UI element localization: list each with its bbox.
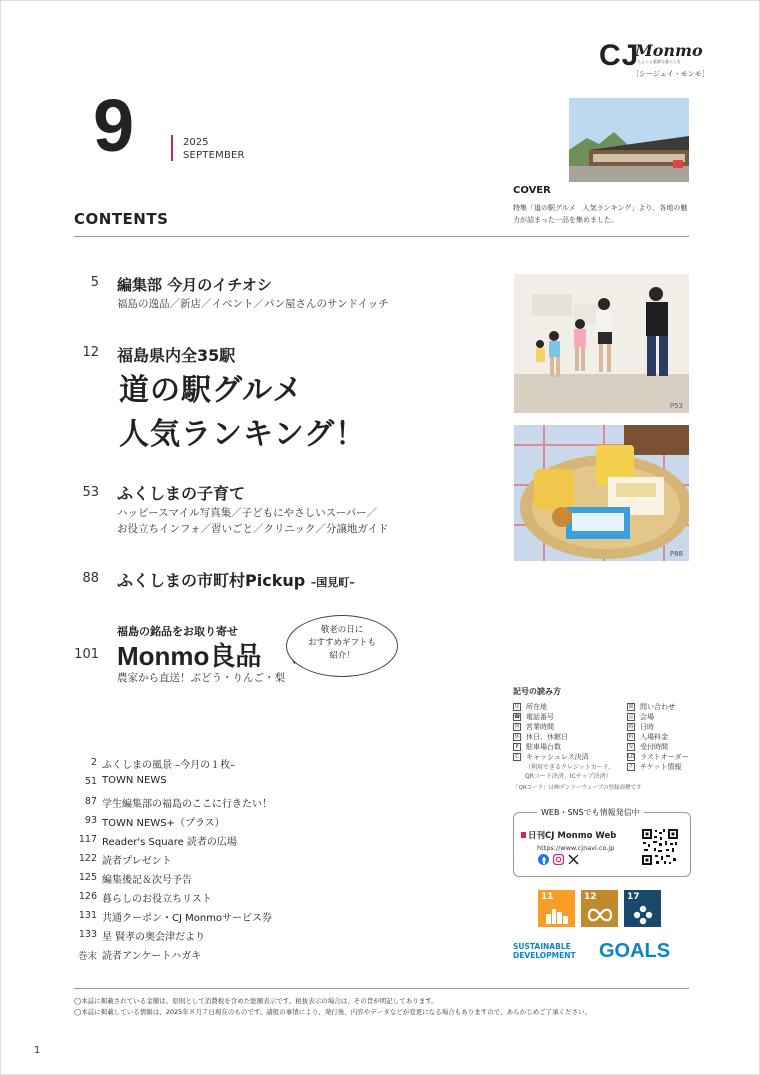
kids-dance-photo <box>514 274 689 413</box>
bubble-text <box>286 624 398 663</box>
bullet-square <box>521 832 526 838</box>
web-site-name-text: 日刊CJ Monmo Web <box>528 831 617 841</box>
list-page-num: 51 <box>84 776 97 787</box>
entry-title-monmo-goods[interactable]: Monmo良品 <box>117 641 262 671</box>
logo-cj: CJ <box>599 39 640 72</box>
issue-year: 2025 <box>183 137 209 148</box>
legend-item <box>627 752 689 762</box>
legend-label: ラストオーダー <box>640 753 689 761</box>
entry-title-editors-pick[interactable]: 編集部 今月のイチオシ <box>117 276 272 294</box>
entry-title-municipality-text: ふくしまの市町村Pickup <box>117 571 306 590</box>
sdgs-goals: GOALS <box>599 940 671 962</box>
legend-item <box>513 732 568 742</box>
entry-title-municipality[interactable] <box>117 568 355 591</box>
list-item-title[interactable]: ふくしまの風景 –今月の１枚– <box>102 760 236 771</box>
instagram-icon[interactable] <box>553 854 564 865</box>
list-item-title[interactable]: 学生編集部の福島のここに行きたい！ <box>102 799 272 810</box>
issue-month: SEPTEMBER <box>183 150 245 161</box>
entry-sub-editors-pick: 福島の逸品／新店／イベント／パン屋さんのサンドイッチ <box>117 298 389 310</box>
sdg-number: 11 <box>541 892 554 902</box>
list-page-num: 133 <box>78 929 97 940</box>
header-rule <box>74 236 689 237</box>
list-item-title[interactable]: 読者プレゼント <box>102 856 172 867</box>
list-item-title[interactable]: 読者アンケートハガキ <box>102 951 202 962</box>
legend-label: キャッシュレス決済 <box>526 753 589 761</box>
list-page-num: 巻末 <box>77 951 97 962</box>
issue-number: 9 <box>93 84 135 167</box>
list-page-num: 131 <box>78 910 97 921</box>
legend-item <box>627 732 668 742</box>
legend-label: 所在地 <box>526 703 547 711</box>
entry-page-12: 12 <box>82 345 99 360</box>
photo-caption-p53: P53 <box>669 402 683 410</box>
entry-title-35-stations[interactable]: 福島県内全35駅 <box>117 346 236 365</box>
address-icon: 住 <box>514 704 520 710</box>
cover-description <box>513 202 693 226</box>
cj-monmo-logo[interactable] <box>599 39 709 83</box>
bubble-line1: 敬老の日に <box>320 625 364 635</box>
list-page-num: 87 <box>84 796 97 807</box>
sdg-11-tile <box>538 890 575 927</box>
legend-label: 問い合わせ <box>640 703 675 711</box>
hours-icon: 営 <box>514 724 520 730</box>
entry-sub-monmo-goods: 農家から直送！ぶどう・りんご・梨 <box>117 672 285 684</box>
entry-title-municipality-suffix: –国見町– <box>310 576 355 589</box>
list-page-num: 2 <box>90 757 97 768</box>
issue-divider <box>171 135 173 161</box>
entry-page-88: 88 <box>82 571 99 586</box>
legend-item <box>627 742 668 752</box>
bubble-line2: おすすめギフトも <box>307 638 377 648</box>
list-item-title[interactable]: TOWN NEWS+（プラス） <box>102 818 225 829</box>
legend-note-trademark: 「QRコード」は㈱デンソーウェーブの登録商標です <box>513 785 642 791</box>
cashless-icon: C <box>513 753 521 761</box>
reception-icon: 受 <box>628 744 634 750</box>
list-page-num: 117 <box>78 834 97 845</box>
entry-sub-parenting-1: ハッピースマイル写真集／子どもにやさしいスーパー／ <box>117 507 378 519</box>
sdg-17-tile <box>624 890 661 927</box>
cover-photo <box>569 98 689 182</box>
web-site-name[interactable] <box>521 829 616 841</box>
legend-label: 電話番号 <box>526 713 554 721</box>
legend-item <box>513 702 547 712</box>
feature-headline-line1[interactable]: 道の駅グルメ <box>119 373 304 408</box>
entry-sub-parenting-2: お役立ちインフォ／習いごと／クリニック／分譲地ガイド <box>117 523 389 535</box>
photo-caption-p88: P88 <box>669 550 683 558</box>
web-url[interactable]: https://www.cjnavi.co.jp <box>537 844 615 852</box>
cover-desc-line1: 特集「道の駅グルメ 人気ランキング」より、各地の魅 <box>513 204 688 212</box>
entry-pre-monmo-goods: 福島の銘品をお取り寄せ <box>117 625 238 638</box>
legend-label: 会場 <box>640 713 654 721</box>
qr-code-icon[interactable] <box>641 828 679 866</box>
entry-page-101: 101 <box>74 647 99 662</box>
fee-icon: 料 <box>628 734 634 740</box>
entry-title-parenting[interactable]: ふくしまの子育て <box>117 484 246 503</box>
sdg-12-tile <box>581 890 618 927</box>
inquiry-icon: 問 <box>628 704 634 710</box>
list-item-title[interactable]: 編集後記＆次号予告 <box>102 875 192 886</box>
list-item-title[interactable]: 共通クーポン・CJ Monmoサービス券 <box>102 913 273 924</box>
sdgs-sustainable: SUSTAINABLE <box>513 942 571 951</box>
parking-icon: P <box>513 743 521 751</box>
list-item-title[interactable]: 星 賢孝の奥会津だより <box>102 932 206 943</box>
contents-heading: CONTENTS <box>74 210 169 228</box>
venue-icon: 会 <box>628 714 634 720</box>
legend-item <box>513 712 554 722</box>
legend-note-cards: （利用できるクレジットカード、 <box>525 764 615 771</box>
list-page-num: 122 <box>78 853 97 864</box>
legend-note-qr: QRコード決済、ICチップ決済） <box>525 773 612 780</box>
legend-item <box>627 762 681 772</box>
feature-headline-line2[interactable]: 人気ランキング！ <box>119 417 367 452</box>
ticket-icon: チ <box>628 764 634 770</box>
legend-label: チケット情報 <box>640 763 682 771</box>
sdg-number: 17 <box>627 892 640 902</box>
footer-rule <box>74 988 689 989</box>
sdgs-development: DEVELOPMENT <box>513 951 576 960</box>
entry-page-53: 53 <box>82 485 99 500</box>
legend-label: 営業時間 <box>526 723 554 731</box>
infinity-icon <box>587 908 613 922</box>
legend-label: 休日、休館日 <box>526 733 568 741</box>
web-sns-heading: WEB・SNSでも情報発信中 <box>537 807 644 818</box>
list-item-title[interactable]: 暮らしのお役立ちリスト <box>102 894 212 905</box>
bubble-line3: 紹介！ <box>329 651 355 661</box>
holiday-icon: 休 <box>514 734 520 740</box>
legend-item <box>513 742 561 752</box>
legend-label: 受付時間 <box>640 743 668 751</box>
legend-item <box>627 712 654 722</box>
legend-title: 記号の読み方 <box>513 687 561 696</box>
list-item-title[interactable]: TOWN NEWS <box>102 775 167 786</box>
list-page-num: 125 <box>78 872 97 883</box>
footer-note-price: ◯本誌に掲載されている金額は、原則として消費税を含めた総額表示です。税抜表示の場合は、その旨が明記してあります。 <box>74 997 438 1005</box>
list-item-title[interactable]: Reader's Square 読者の広場 <box>102 837 237 848</box>
entry-page-5: 5 <box>90 275 99 290</box>
legend-label: 入場料金 <box>640 733 668 741</box>
last-order-icon: LO <box>628 754 635 760</box>
legend-item <box>513 752 589 762</box>
legend-item <box>627 722 654 732</box>
city-icon <box>546 906 568 924</box>
footer-note-date: ◯本誌に掲載している情報は、2025年８月７日現在のものです。諸般の事情により、発行後、内容やデータなどが変更になる場合もありますので、あらかじめご了承ください。 <box>74 1008 592 1016</box>
station-food-photo <box>514 425 689 561</box>
facebook-icon[interactable] <box>538 854 549 865</box>
legend-label: 駐車場台数 <box>526 743 561 751</box>
legend-item <box>513 722 554 732</box>
legend-item <box>627 702 675 712</box>
cover-label: COVER <box>513 185 551 196</box>
logo-ruby: ［シージェイ・モンモ］ <box>632 70 709 78</box>
phone-icon: ☎ <box>514 714 521 720</box>
logo-monmo: Monmo <box>635 41 703 60</box>
datetime-icon: 時 <box>628 724 634 730</box>
legend-label: 日時 <box>640 723 654 731</box>
logo-tagline: ちょっと素敵な暮らしを <box>637 59 681 64</box>
page-number: 1 <box>34 1045 41 1056</box>
sdg-number: 12 <box>584 892 597 902</box>
x-icon[interactable] <box>568 854 579 865</box>
cover-desc-line2: 力が詰まった一品を集めました。 <box>513 216 618 224</box>
partnership-flower-icon <box>633 905 653 925</box>
list-page-num: 126 <box>78 891 97 902</box>
list-page-num: 93 <box>84 815 97 826</box>
